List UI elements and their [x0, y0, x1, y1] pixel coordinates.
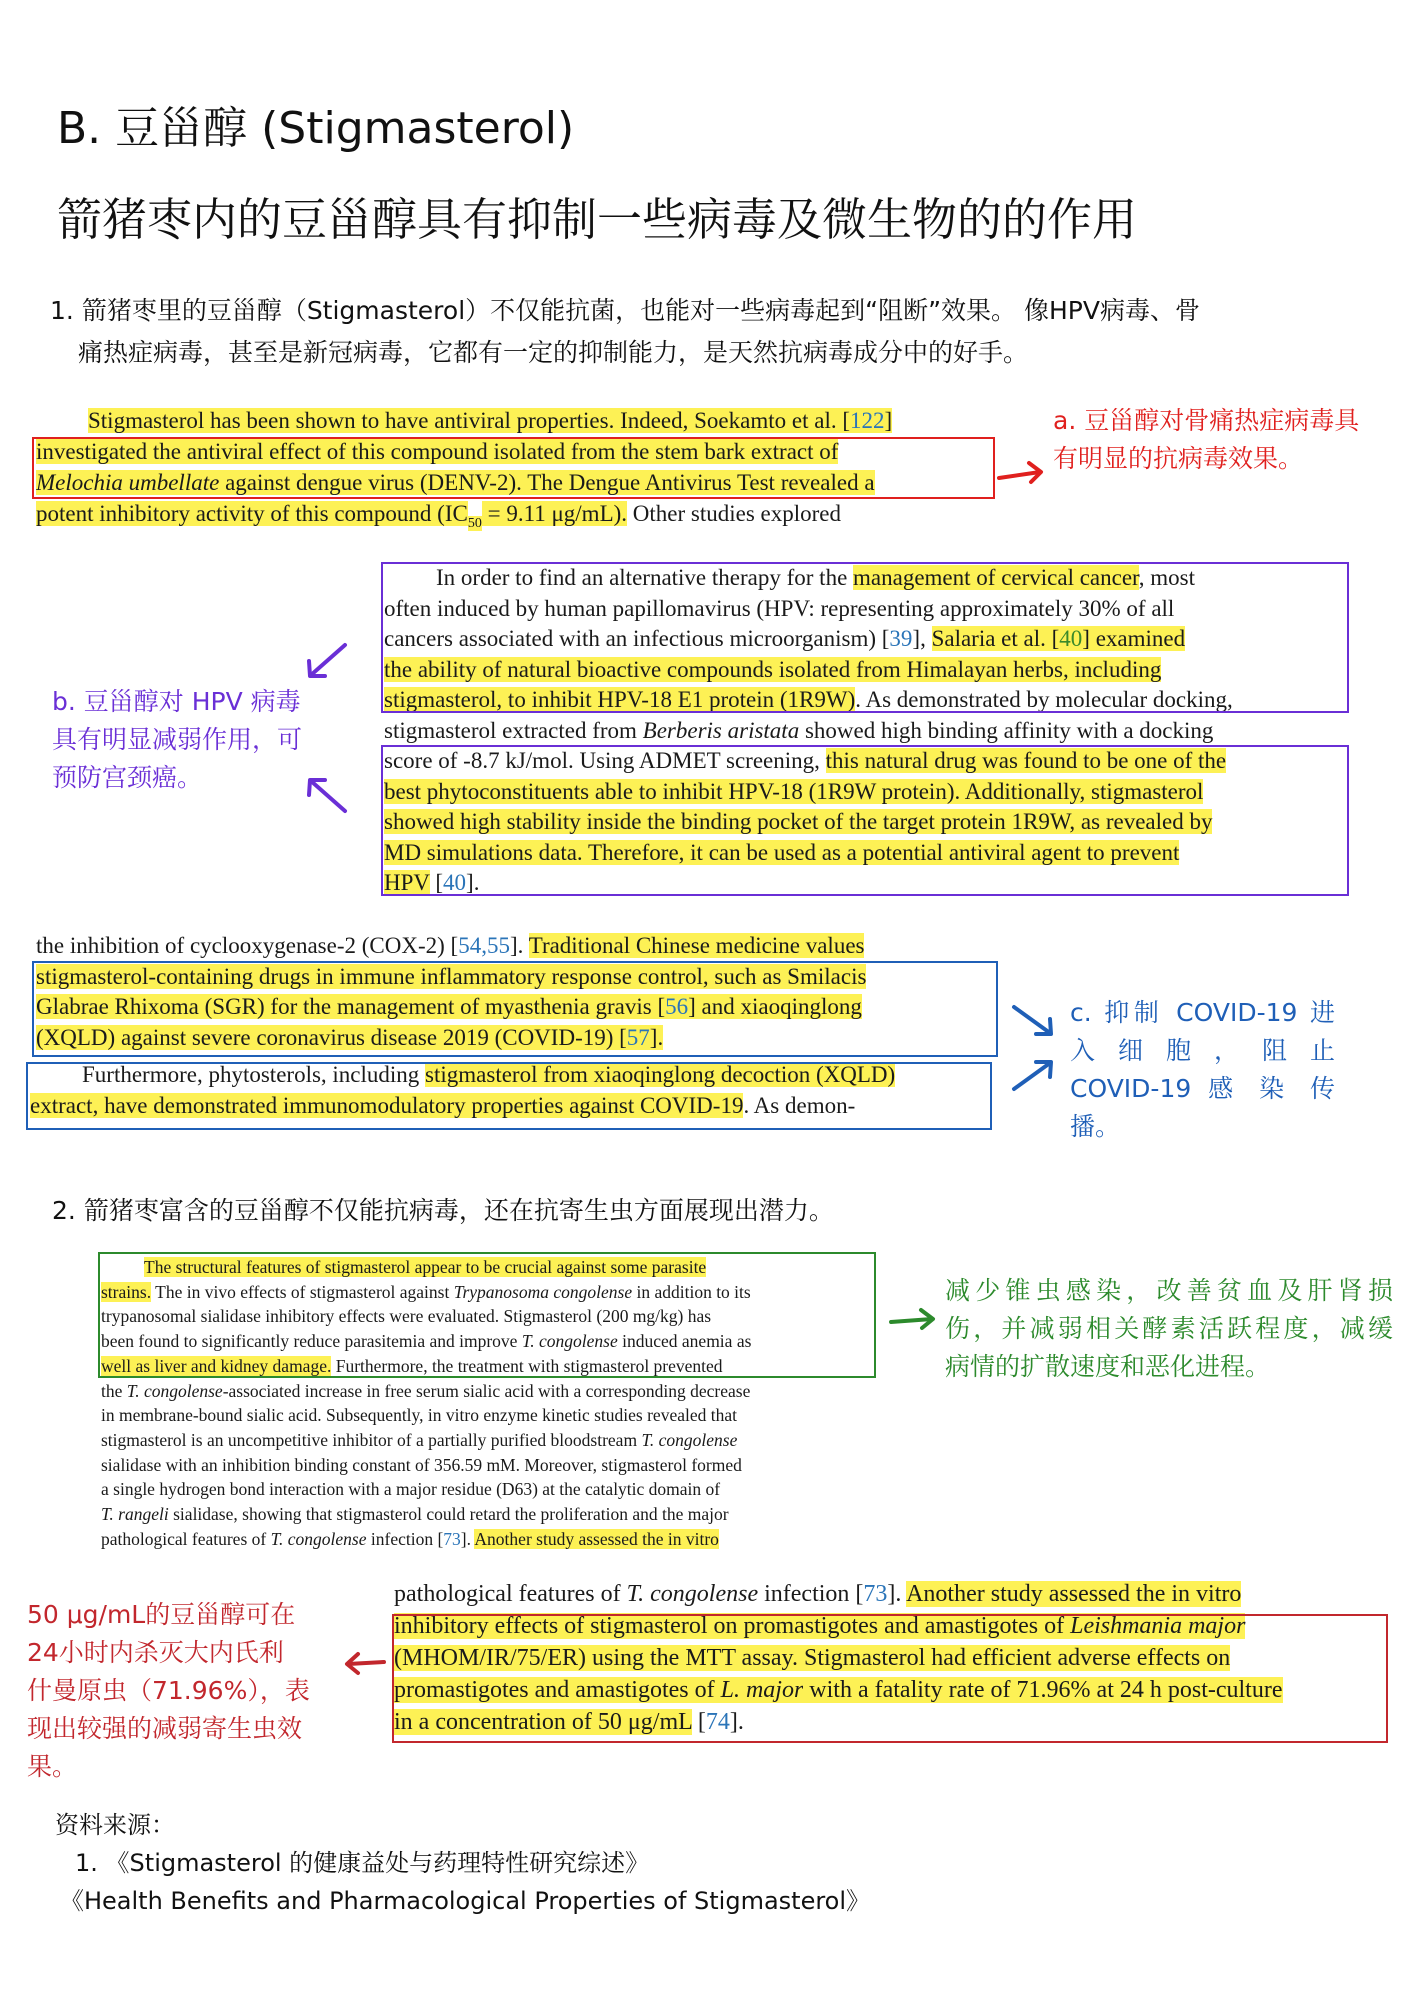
note-b-line-3: 预防宫颈癌。	[52, 763, 203, 792]
excerpt-d-line-2-hl: strains.	[101, 1281, 152, 1302]
sources	[55, 1806, 870, 1920]
point-1-line-2: 痛热症病毒，甚至是新冠病毒，它都有一定的抑制能力，是天然抗病毒成分中的好手。	[78, 338, 1029, 367]
species-t-congolense-3: T. congolense	[641, 1429, 738, 1450]
arrow-right-icon	[996, 458, 1046, 488]
excerpt-d-line-12c: ].	[460, 1528, 475, 1549]
excerpt-d-line-1: The structural features of stigmasterol appear to be crucial against some parasite	[144, 1257, 707, 1277]
species-leishmania: Leishmania major	[1070, 1613, 1246, 1639]
excerpt-b-line-3b: ],	[912, 626, 932, 651]
excerpt-d-line-12a: pathological features of	[101, 1528, 271, 1549]
excerpt-c-line-6-hl: extract, have demonstrated immunomodulatory properties against COVID-19	[30, 1092, 744, 1118]
species-t-rangeli: T. rangeli	[101, 1504, 169, 1525]
species-name: Melochia umbellate	[36, 470, 220, 495]
point-1-number: 1.	[50, 296, 74, 325]
excerpt-b-line-5b: . As demonstrated by molecular docking,	[855, 687, 1233, 712]
section-title: B. 豆甾醇 (Stigmasterol)	[57, 103, 575, 154]
excerpt-b-line-7a: score of -8.7 kJ/mol. Using ADMET screening,	[384, 748, 826, 773]
excerpt-a-line-3: against dengue virus (DENV-2). The Dengue Antivirus Test revealed a	[219, 470, 875, 495]
note-d-line-2: 伤，并减弱相关酵素活跃程度，减缓	[945, 1314, 1393, 1343]
excerpt-b-line-1-hl: management of cervical cancer	[853, 565, 1139, 590]
ref-122: 122	[850, 408, 885, 433]
excerpt-c-line-1a: the inhibition of cyclooxygenase-2 (COX-2) [	[36, 933, 459, 958]
excerpt-d-line-4a: been found to significantly reduce parasitemia and improve	[101, 1331, 522, 1352]
excerpt-b-line-7-hl: this natural drug was found to be one of the	[825, 748, 1227, 773]
note-d-line-1: 减少锥虫感染，改善贫血及肝肾损	[945, 1276, 1393, 1305]
excerpt-b-line-3-hl-b: ] examined	[1082, 626, 1186, 651]
highlight-box-covid-2	[26, 1062, 992, 1130]
note-c-line-3: COVID-19 感 染 传	[1070, 1074, 1335, 1103]
ref-73-b: 73	[863, 1581, 888, 1607]
note-a-line-1: a. 豆甾醇对骨痛热症病毒具	[1053, 406, 1360, 435]
excerpt-a-line-4c: Other studies explored	[627, 501, 842, 526]
highlight-box-leishmania	[392, 1614, 1388, 1743]
note-e-line-2: 24小时内杀灭大内氏利	[27, 1638, 284, 1667]
arrow-right-icon	[888, 1305, 938, 1335]
excerpt-a-line-4a: potent inhibitory activity of this compound (IC	[36, 501, 468, 526]
sources-item-en: 《Health Benefits and Pharmacological Properties of Stigmasterol》	[60, 1887, 871, 1915]
excerpt-e-line-5a: in a concentration of 50 μg/mL	[394, 1709, 692, 1735]
ref-40-b: 40	[443, 870, 467, 895]
arrow-down-right-icon	[1010, 1003, 1056, 1039]
highlight-box-trypanosoma	[98, 1252, 876, 1378]
excerpt-c-line-5-hl: stigmasterol from xiaoqinglong decoction (XQLD)	[425, 1062, 896, 1087]
section-subtitle: 箭猪枣内的豆甾醇具有抑制一些病毒及微生物的的作用	[57, 193, 1138, 246]
excerpt-e-line-1c: ].	[887, 1581, 907, 1607]
excerpt-e-line-5c: ].	[729, 1709, 744, 1735]
ref-39: 39	[889, 626, 913, 651]
species-t-congolense-2: T. congolense	[126, 1380, 223, 1401]
ref-74: 74	[705, 1709, 730, 1735]
species-t-congolense-4: T. congolense	[270, 1528, 367, 1549]
excerpt-c-line-6b: . As demon-	[743, 1092, 856, 1118]
species-berberis: Berberis aristata	[642, 717, 800, 743]
excerpt-a-line-1: Stigmasterol has been shown to have antiviral properties. Indeed, Soekamto et al. [	[88, 408, 850, 433]
excerpt-d-line-11b: sialidase, showing that stigmasterol could retard the proliferation and the major	[168, 1504, 729, 1525]
arrow-up-right-icon	[1010, 1057, 1056, 1093]
sources-item-number: 1.	[75, 1849, 98, 1877]
excerpt-e-line-4b: with a fatality rate of 71.96% at 24 h post-culture	[803, 1677, 1283, 1703]
excerpt-b-line-11a: [	[429, 870, 444, 895]
highlight-box-covid-1	[32, 961, 998, 1057]
excerpt-c-line-4b: ].	[649, 1024, 664, 1050]
excerpt-d-line-4b: induced anemia as	[617, 1331, 752, 1352]
note-b-line-2: 具有明显减弱作用，可	[52, 725, 303, 754]
excerpt-d-line-9: sialidase with an inhibition binding constant of 356.59 mM. Moreover, stigmasterol formed	[101, 1454, 742, 1475]
excerpt-e-line-1a: pathological features of	[394, 1581, 627, 1607]
excerpt-d-line-5b: Furthermore, the treatment with stigmasterol prevented	[331, 1355, 723, 1376]
ic-subscript: 50	[467, 515, 482, 531]
excerpt-d-line-6b: -associated increase in free serum sialic acid with a corresponding decrease	[222, 1380, 751, 1401]
excerpt-c-line-1-hl: Traditional Chinese medicine values	[528, 933, 865, 958]
ref-54-55: 54,55	[458, 933, 510, 958]
point-2-text: 箭猪枣富含的豆甾醇不仅能抗病毒，还在抗寄生虫方面展现出潜力。	[83, 1196, 834, 1225]
excerpt-e-line-5b: [	[691, 1709, 706, 1735]
note-c-line-4: 播。	[1070, 1112, 1121, 1141]
species-t-congolense: T. congolense	[521, 1331, 618, 1352]
note-c-line-2: 入 细 胞 ， 阻 止	[1070, 1036, 1335, 1065]
note-e-line-3: 什曼原虫（71.96%），表	[27, 1676, 310, 1705]
excerpt-d-line-7: in membrane-bound sialic acid. Subsequently, in vitro enzyme kinetic studies revealed that	[101, 1405, 737, 1426]
excerpt-e-line-2a: inhibitory effects of stigmasterol on promastigotes and amastigotes of	[394, 1613, 1071, 1639]
note-trypanosoma	[945, 1272, 1393, 1386]
excerpt-d-line-3: trypanosomal sialidase inhibitory effects were evaluated. Stigmasterol (200 mg/kg) has	[101, 1306, 712, 1327]
species-l-major: L. major	[720, 1677, 804, 1703]
point-2-number: 2.	[52, 1196, 76, 1225]
note-b-line-1: b. 豆甾醇对 HPV 病毒	[52, 687, 301, 716]
note-a-line-2: 有明显的抗病毒效果。	[1053, 444, 1304, 473]
note-covid	[1070, 994, 1335, 1146]
note-e-line-1: 50 μg/mL的豆甾醇可在	[27, 1600, 296, 1629]
sources-item-cn: 《Stigmasterol 的健康益处与药理特性研究综述》	[105, 1849, 650, 1877]
point-1-line-1: 箭猪枣里的豆甾醇（Stigmasterol）不仅能抗菌，也能对一些病毒起到“阻断”效果。 像HPV病毒、骨	[81, 296, 1200, 325]
note-leishmania	[27, 1596, 310, 1786]
excerpt-b-line-6a: stigmasterol extracted from	[384, 717, 643, 743]
note-dengue	[1053, 402, 1359, 478]
excerpt-d-line-10: a single hydrogen bond interaction with a major residue (D63) at the catalytic domain of	[101, 1479, 721, 1500]
note-e-line-4: 现出较强的减弱寄生虫效	[27, 1714, 303, 1743]
arrow-down-left-icon	[303, 641, 349, 681]
excerpt-b-line-11-hl: HPV	[384, 870, 430, 895]
species-t-congolense-5: T. congolense	[626, 1581, 759, 1607]
excerpt-b-line-11b: ].	[466, 870, 480, 895]
note-c-line-1: c. 抑制 COVID-19 进	[1070, 998, 1335, 1027]
excerpt-c-line-5a: Furthermore, phytosterols, including	[82, 1062, 426, 1087]
excerpt-b-line-10: MD simulations data. Therefore, it can be used as a potential antiviral agent to prevent	[384, 839, 1180, 865]
ref-40: 40	[1059, 626, 1083, 651]
excerpt-b-line-6b: showed high binding affinity with a docking	[799, 717, 1214, 743]
excerpt-b-line-9: showed high stability inside the binding pocket of the target protein 1R9W, as revealed by	[384, 809, 1213, 834]
excerpt-a-line-2: investigated the antiviral effect of this compound isolated from the stem bark extract of	[36, 439, 839, 464]
excerpt-c-line-4a: (XQLD) against severe coronavirus disease 2019 (COVID-19) [	[36, 1024, 627, 1050]
excerpt-b-line-5-hl: stigmasterol, to inhibit HPV-18 E1 protein (1R9W)	[384, 687, 856, 712]
excerpt-b-line-8: best phytoconstituents able to inhibit HPV-18 (1R9W protein). Additionally, stigmasterol	[384, 778, 1204, 804]
excerpt-d-line-5-hl: well as liver and kidney damage.	[101, 1355, 332, 1376]
note-hpv	[52, 683, 302, 797]
excerpt-e-line-3: (MHOM/IR/75/ER) using the MTT assay. Stigmasterol had efficient adverse effects on	[394, 1645, 1231, 1671]
note-e-line-5: 果。	[27, 1752, 78, 1781]
excerpt-d-line-2b: in addition to its	[632, 1281, 751, 1302]
arrow-left-icon	[342, 1648, 388, 1678]
ref-56: 56	[665, 994, 689, 1019]
excerpt-e-line-1b: infection [	[758, 1581, 864, 1607]
excerpt-b-line-1b: , most	[1138, 565, 1196, 590]
excerpt-c-line-1b: ].	[509, 933, 529, 958]
highlight-box-hpv-1	[381, 562, 1349, 713]
excerpt-d-line-12-hl: Another study assessed the in vitro	[474, 1528, 719, 1549]
species-trypanosoma: Trypanosoma congolense	[453, 1281, 633, 1302]
ref-57: 57	[626, 1024, 650, 1050]
excerpt-b-line-3a: cancers associated with an infectious microorganism) [	[384, 626, 890, 651]
excerpt-a-bracket: ]	[884, 408, 893, 433]
excerpt-e-line-1-hl: Another study assessed the in vitro	[906, 1581, 1242, 1607]
excerpt-b-line-2: often induced by human papillomavirus (HPV: representing approximately 30% of all	[384, 595, 1175, 621]
excerpt-d-line-6a: the	[101, 1380, 127, 1401]
ref-73: 73	[443, 1528, 461, 1549]
excerpt-c-line-2: stigmasterol-containing drugs in immune inflammatory response control, such as Smilacis	[36, 963, 867, 989]
excerpt-a-line-4b: = 9.11 μg/mL).	[481, 501, 628, 526]
excerpt-e-line-4a: promastigotes and amastigotes of	[394, 1677, 721, 1703]
excerpt-b-line-1a: In order to find an alternative therapy for the	[436, 565, 854, 590]
excerpt-d-line-2a: The in vivo effects of stigmasterol against	[151, 1281, 454, 1302]
note-d-line-3: 病情的扩散速度和恶化进程。	[945, 1352, 1271, 1381]
highlight-box-hpv-2	[381, 745, 1349, 896]
excerpt-b-line-4: the ability of natural bioactive compounds isolated from Himalayan herbs, including	[384, 656, 1162, 682]
point-2	[52, 1190, 834, 1232]
excerpt-d-line-8a: stigmasterol is an uncompetitive inhibitor of a partially purified bloodstream	[101, 1429, 642, 1450]
point-1	[50, 290, 1370, 374]
excerpt-d-line-12b: infection [	[366, 1528, 444, 1549]
excerpt-c-line-3a: Glabrae Rhixoma (SGR) for the management of myasthenia gravis [	[36, 994, 666, 1019]
arrow-up-left-icon	[303, 775, 349, 815]
highlight-box-dengue	[32, 437, 995, 499]
excerpt-c-line-3b: ] and xiaoqinglong	[688, 994, 862, 1019]
sources-label: 资料来源：	[55, 1811, 175, 1839]
excerpt-b-line-3-hl-a: Salaria et al. [	[931, 626, 1060, 651]
